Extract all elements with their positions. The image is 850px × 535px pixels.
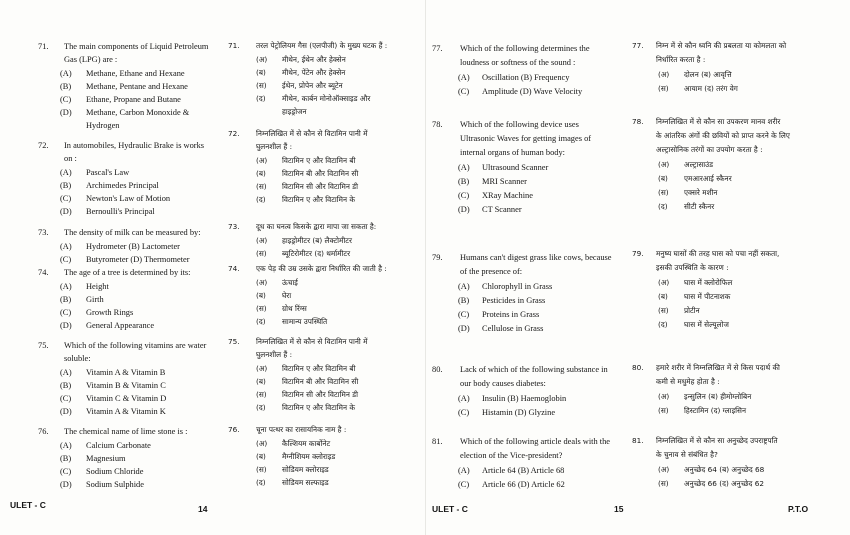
option-label: (A) [60,368,72,377]
question-number: 74. [228,264,240,273]
option-text: Histamin (D) Glyzine [482,408,556,417]
question-text: तरल पेट्रोलियम गैस (एलपीजी) के मुख्य घटक हैं : [256,41,388,50]
question-number: 76. [228,425,240,434]
question-number: 80. [632,363,644,372]
question-number: 72. [38,141,49,150]
option-label: (स) [256,304,267,313]
question-text: The main components of Liquid Petroleum [64,42,209,51]
option-label: (C) [458,480,470,489]
option-text: सोडियम सल्फाइड [282,478,329,487]
option-text: Cellulose in Grass [482,324,544,333]
option-text: Magnesium [86,454,126,463]
option-text: Insulin (B) Haemoglobin [482,394,567,403]
option-label: (C) [60,95,72,104]
question-text: internal organs of human body: [460,148,565,157]
option-label: (A) [60,168,72,177]
option-label: (A) [60,282,72,291]
option-label: (अ) [256,364,268,373]
option-label: (ब) [256,68,266,77]
question-text: Which of the following vitamins are water [64,341,207,350]
option-label: (ब) [658,174,668,183]
option-text: मीथेन, पेंटेन और हेक्सेन [282,68,346,77]
question-text: Humans can't digest grass like cows, because [460,253,612,262]
option-text: विटामिन सी और विटामिन डी [282,390,358,399]
option-label: (स) [658,406,669,415]
option-label: (अ) [256,55,268,64]
option-label: (स) [256,182,267,191]
question-text: निम्नलिखित में से कौन सा अनुच्छेद उपराष्ट्रपति [656,436,778,445]
option-text: विटामिन बी और विटामिन सी [282,169,359,178]
option-text: दोलन (ब) आवृत्ति [684,70,732,79]
option-text: विटामिन ए और विटामिन बी [282,364,356,373]
question-text: of the presence of: [460,267,523,276]
option-text: अनुच्छेद 66 (द) अनुच्छेद 62 [684,479,765,488]
page-15 [425,0,850,535]
option-label: (ब) [658,292,668,301]
option-label: (ब) [256,169,266,178]
option-label: (D) [458,324,470,333]
question-number: 79. [432,253,443,262]
option-label: (D) [458,205,470,214]
option-text: Archimedes Principal [86,181,159,190]
question-number: 75. [38,341,49,350]
option-label: (द) [658,320,668,329]
question-text: loudness or softness of the sound : [460,58,576,67]
question-number: 76. [38,427,49,436]
question-text: Gas (LPG) are : [64,55,118,64]
question-number: 78. [632,117,644,126]
option-label: (A) [458,282,470,291]
question-number: 77. [632,41,644,50]
option-label: (द) [658,202,668,211]
option-label: (D) [60,480,72,489]
option-text: Vitamin A & Vitamin B [86,368,166,377]
option-text: General Appearance [86,321,155,330]
question-text: दूध का घनत्व किसके द्वारा मापा जा सकता है: [256,222,377,231]
option-text: Ethane, Propane and Butane [86,95,181,104]
question-text: The chemical name of lime stone is : [64,427,188,436]
option-label: (अ) [256,236,268,245]
question-number: 73. [38,228,49,237]
option-text: हिस्टामिन (द) ग्लाइसिन [684,406,747,415]
question-text: निम्नलिखित में से कौन से विटामिन पानी में [256,337,368,346]
page-number: 15 [614,504,624,514]
option-text: Vitamin C & Vitamin D [86,394,167,403]
option-text: XRay Machine [482,191,533,200]
option-text: Bernoulli's Principal [86,207,155,216]
question-text: निर्धारित करता है : [656,55,706,64]
option-text: Chlorophyll in Grass [482,282,553,291]
option-label: (द) [256,195,266,204]
option-label: (B) [60,381,72,390]
option-text: सीटी स्कैनर [684,202,715,211]
question-text: घुलनशील हैं : [256,350,293,359]
option-text: विटामिन ए और विटामिन बी [282,156,356,165]
option-text: Amplitude (D) Wave Velocity [482,87,583,96]
question-text: अल्ट्रासोनिक तरंगों का उपयोग करता है : [656,145,763,154]
question-text: के चुनाव से संबंधित है? [656,450,718,459]
question-text: soluble: [64,354,91,363]
option-text: Methane, Ethane and Hexane [86,69,185,78]
option-text: विटामिन ए और विटामिन के [282,403,356,412]
option-label: (अ) [256,278,268,287]
question-text: निम्नलिखित में से कौन से विटामिन पानी में [256,129,368,138]
question-text: The age of a tree is determined by its: [64,268,191,277]
option-label: (अ) [658,160,670,169]
option-label: (D) [60,321,72,330]
option-text: विटामिन ए और विटामिन के [282,195,356,204]
question-text: The density of milk can be measured by: [64,228,201,237]
question-number: 81. [432,437,443,446]
option-text: Vitamin B & Vitamin C [86,381,166,390]
option-label: (स) [658,188,669,197]
option-label: (ब) [256,377,266,386]
option-text: मैग्नीशियम क्लोराइड [282,452,336,461]
option-text: Article 64 (B) Article 68 [482,466,565,475]
option-label: (द) [256,403,266,412]
option-text: Calcium Carbonate [86,441,151,450]
option-label: (स) [256,249,267,258]
option-label: (स) [256,390,267,399]
option-text: Height [86,282,109,291]
option-text: Hydrometer (B) Lactometer [86,242,180,251]
option-label: (A) [60,69,72,78]
option-text: विटामिन बी और विटामिन सी [282,377,359,386]
option-text: ईथेन, प्रोपेन और ब्यूटेन [282,81,343,90]
option-label: (D) [60,407,72,416]
question-text: के आंतरिक अंगों की छवियों को प्राप्त करने के लिए [656,131,790,140]
option-label: (स) [256,465,267,474]
option-text: Sodium Sulphide [86,480,144,489]
option-label: (ब) [256,291,266,300]
option-text: Proteins in Grass [482,310,540,319]
question-number: 81. [632,436,644,445]
option-text: एमआरआई स्कैनर [684,174,732,183]
question-text: घुलनशील हैं : [256,142,293,151]
option-label: (C) [458,87,470,96]
option-text: घेरा [282,291,292,300]
footer-code: ULET - C [10,500,46,510]
option-label: (C) [60,308,72,317]
option-text: Pascal's Law [86,168,130,177]
option-text: एक्सरे मशीन [684,188,718,197]
option-label: (स) [658,479,669,488]
question-number: 71. [38,42,49,51]
question-number: 72. [228,129,240,138]
option-label: (C) [458,408,470,417]
question-number: 80. [432,365,443,374]
option-label: (द) [256,94,266,103]
option-text: Ultrasound Scanner [482,163,549,172]
option-text: CT Scanner [482,205,522,214]
option-text: घास में पीटनाशक [684,292,731,301]
option-text: हाइड्रोमीटर (ब) लैक्टोमीटर [282,236,352,245]
option-label: (अ) [658,465,670,474]
question-text: निम्नलिखित में से कौन सा उपकरण मानव शरीर [656,117,781,126]
option-label: (B) [60,82,72,91]
option-text: Methane, Carbon Monoxide & [86,108,190,117]
question-text: एक पेड़ की उम्र उसके द्वारा निर्धारित की जाती है : [256,264,387,273]
question-text: on : [64,154,77,163]
option-label: (C) [60,194,72,203]
question-text: चूना पत्थर का रासायनिक नाम है : [256,425,347,434]
option-text: ब्यूटिरोमीटर (द) थर्मामीटर [282,249,351,258]
option-text: सामान्य उपस्थिति [282,317,328,326]
option-label: (C) [60,255,72,264]
question-text: In automobiles, Hydraulic Brake is works [64,141,205,150]
option-text: Methane, Pentane and Hexane [86,82,188,91]
question-text: Ultrasonic Waves for getting images of [460,134,592,143]
option-label: (A) [458,394,470,403]
option-text: घास में सेल्यूलोज [684,320,729,329]
option-label: (A) [458,163,470,172]
pto-label: P.T.O [788,504,809,514]
option-label: (C) [458,310,470,319]
option-label: (C) [60,394,72,403]
question-number: 71. [228,41,240,50]
option-label: (द) [256,478,266,487]
option-label: (अ) [658,278,670,287]
option-text: Newton's Law of Motion [86,194,171,203]
question-number: 79. [632,249,644,258]
option-text: Growth Rings [86,308,134,317]
option-label: (B) [458,296,470,305]
option-label: (B) [60,181,72,190]
option-label: (स) [256,81,267,90]
page-number: 14 [198,504,208,514]
question-number: 73. [228,222,240,231]
footer-code: ULET - C [432,504,468,514]
option-text: Hydrogen [86,121,120,130]
option-text: इन्सुलिन (ब) हीमोग्लोबिन [684,392,752,401]
option-label: (B) [60,295,72,304]
option-text: कैल्शियम कार्बोनेट [282,439,331,448]
question-number: 78. [432,120,443,129]
option-label: (अ) [658,392,670,401]
option-text: Sodium Chloride [86,467,144,476]
question-number: 75. [228,337,240,346]
option-label: (अ) [256,156,268,165]
question-text: मनुष्य घासों की तरह घास को पचा नहीं सकता, [656,249,780,258]
question-text: हमारे शरीर में निम्नलिखित में से किस पदार्थ की [656,363,780,372]
option-label: (D) [60,207,72,216]
question-text: election of the Vice-president? [460,451,563,460]
option-label: (द) [256,317,266,326]
question-text: Which of the following device uses [460,120,579,129]
question-text: निम्न में से कौन ध्वनि की प्रबलता या कोमलता को [656,41,787,50]
question-text: Which of the following determines the [460,44,590,53]
option-text: Vitamin A & Vitamin K [86,407,166,416]
option-label: (स) [658,306,669,315]
option-text: अनुच्छेद 64 (ब) अनुच्छेद 68 [684,465,765,474]
option-text: मीथेन, ईथेन और हेक्सेन [282,55,346,64]
question-text: इसकी उपस्थिति के कारण : [656,263,729,272]
option-label: (स) [658,84,669,93]
option-label: (B) [458,177,470,186]
option-label: (अ) [256,439,268,448]
option-text: घास में क्लोरोफिल [684,278,733,287]
option-text: सोडियम क्लोराइड [282,465,329,474]
option-text: ग्रोथ रिंग्स [282,304,307,313]
option-text: अल्ट्रासाउंड [684,160,714,169]
option-label: (C) [458,191,470,200]
option-text: हाइड्रोजन [282,107,307,116]
option-text: मीथेन, कार्बन मोनोऑक्साइड और [282,94,371,103]
option-text: Article 66 (D) Article 62 [482,480,565,489]
option-label: (A) [60,242,72,251]
option-label: (D) [60,108,72,117]
question-text: कमी से मधुमेह होता है : [656,377,720,386]
option-label: (A) [458,73,470,82]
option-label: (अ) [658,70,670,79]
option-text: आयाम (द) तरंग वेग [684,84,738,93]
option-label: (A) [458,466,470,475]
option-label: (ब) [256,452,266,461]
option-label: (C) [60,467,72,476]
option-text: प्रोटीन [684,306,700,315]
question-text: our body causes diabetes: [460,379,546,388]
option-text: विटामिन सी और विटामिन डी [282,182,358,191]
question-number: 77. [432,44,443,53]
question-text: Lack of which of the following substance in [460,365,608,374]
option-text: Pesticides in Grass [482,296,546,305]
option-label: (A) [60,441,72,450]
question-number: 74. [38,268,49,277]
option-text: MRI Scanner [482,177,527,186]
option-text: Butyrometer (D) Thermometer [86,255,190,264]
option-text: ऊंचाई [282,278,298,287]
option-text: Girth [86,295,104,304]
question-text: Which of the following article deals with the [460,437,611,446]
option-label: (B) [60,454,72,463]
option-text: Oscillation (B) Frequency [482,73,570,82]
